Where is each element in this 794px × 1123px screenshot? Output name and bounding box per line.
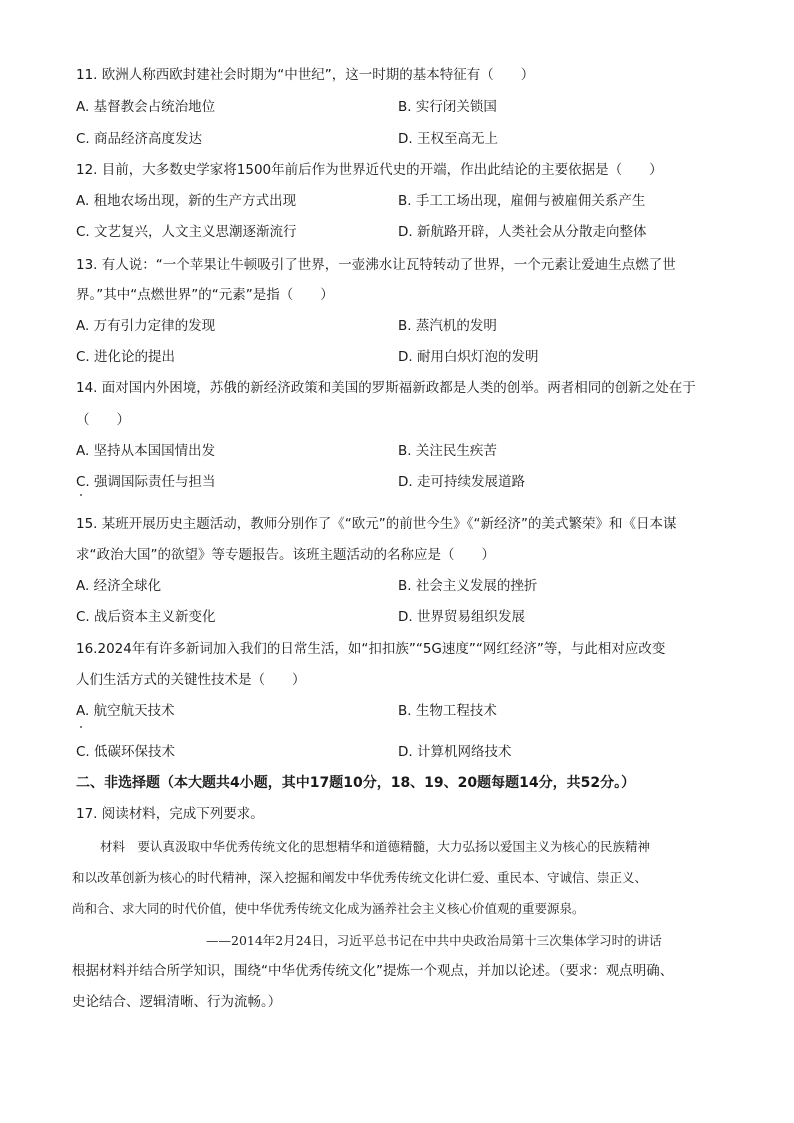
- option-d: D. 王权至高无上: [398, 131, 498, 147]
- option-d: D. 世界贸易组织发展: [398, 609, 525, 625]
- option-d: D. 走可持续发展道路: [398, 474, 525, 490]
- material-line-2: 和以改革创新为核心的时代精神，深入挖掘和阐发中华优秀传统文化讲仁爱、重民本、守诚信、崇正义、: [72, 870, 648, 885]
- option-a: A. 经济全球化: [76, 578, 162, 594]
- question-text: 16.: [76, 641, 98, 657]
- option-a: A. 万有引力定律的发现: [76, 318, 216, 334]
- question-16-stem: [76, 640, 665, 658]
- option-d: D. 耐用白炽灯泡的发明: [398, 349, 539, 365]
- question-13-stem: [76, 256, 676, 274]
- scan-speck: [80, 726, 82, 728]
- question-number: 12.: [76, 162, 98, 178]
- option-b: B. 关注民生疾苦: [398, 443, 497, 459]
- question-15-stem: [76, 515, 677, 533]
- material-line-3: 尚和合、求大同的时代价值，使中华优秀传统文化成为涵养社会主义核心价值观的重要源泉。: [72, 901, 585, 916]
- material-line-1: 材料 要认真汲取中华优秀传统文化的思想精华和道德精髓，大力弘扬以爱国主义为核心的民族精神: [100, 839, 651, 854]
- task-line-2: 史论结合、逻辑清晰、行为流畅。）: [72, 994, 282, 1010]
- question-text: 某班开展历史主题活动，教师分别作了《“欧元”的前世今生》《“新经济”的美式繁荣》和《日本谋: [101, 516, 677, 532]
- option-c: C. 文艺复兴，人文主义思潮逐渐流行: [76, 224, 297, 240]
- question-number: 11.: [76, 67, 98, 83]
- question-text: 欧洲人称西欧封建社会时期为“中世纪”，这一时期的基本特征有（ ）: [101, 67, 535, 83]
- option-c: C. 进化论的提出: [76, 349, 176, 365]
- option-a: A. 坚持从本国国情出发: [76, 443, 216, 459]
- question-text-body: 2024年有许多新词加入我们的日常生活，如“扣扣族”“5G速度”“网红经济”等，与此相对应改变: [97, 641, 666, 657]
- option-a: A. 航空航天技术: [76, 703, 175, 719]
- question-13-stem-cont: 界。”其中“点燃世界”的“元素”是指（ ）: [76, 287, 334, 303]
- material-source: ——2014年2月24日，习近平总书记在中共中央政治局第十三次集体学习时的讲话: [206, 933, 662, 948]
- question-text: 有人说：“一个苹果让牛顿吸引了世界，一壶沸水让瓦特转动了世界，一个元素让爱迪生点燃了世: [101, 257, 676, 273]
- option-b: B. 生物工程技术: [398, 703, 497, 719]
- option-b: B. 社会主义发展的挫折: [398, 578, 538, 594]
- question-14-stem: [76, 379, 696, 397]
- question-17-stem: 17. 阅读材料，完成下列要求。: [76, 806, 264, 822]
- option-b: B. 实行闭关锁国: [398, 99, 497, 115]
- option-c: C. 低碳环保技术: [76, 744, 176, 760]
- option-d: D. 计算机网络技术: [398, 744, 512, 760]
- question-number: 15.: [76, 516, 98, 532]
- question-number: 13.: [76, 257, 98, 273]
- option-b: B. 手工工场出现，雇佣与被雇佣关系产生: [398, 193, 646, 209]
- scan-speck: [80, 494, 82, 496]
- question-number: 14.: [76, 380, 98, 396]
- option-c: C. 强调国际责任与担当: [76, 474, 216, 490]
- question-11-stem: [76, 66, 534, 84]
- question-text: 目前，大多数史学家将1500年前后作为世界近代史的开端，作出此结论的主要依据是（ ）: [101, 162, 663, 178]
- question-14-stem-cont: （ ）: [76, 412, 130, 428]
- section-heading: 二、非选择题（本大题共4小题，其中17题10分，18、19、20题每题14分，共52分。）: [76, 775, 636, 791]
- task-line-1: 根据材料并结合所学知识，围绕“中华优秀传统文化”提炼一个观点，并加以论述。（要求：观点明确、: [72, 963, 674, 979]
- option-a: A. 基督教会占统治地位: [76, 99, 216, 115]
- option-c: C. 商品经济高度发达: [76, 131, 203, 147]
- option-b: B. 蒸汽机的发明: [398, 318, 497, 334]
- question-15-stem-cont: 求“政治大国”的欲望》等专题报告。该班主题活动的名称应是（ ）: [76, 547, 495, 563]
- question-text: 面对国内外困境，苏俄的新经济政策和美国的罗斯福新政都是人类的创举。两者相同的创新之处在于: [101, 380, 696, 396]
- option-d: D. 新航路开辟，人类社会从分散走向整体: [398, 224, 647, 240]
- option-c: C. 战后资本主义新变化: [76, 609, 216, 625]
- question-16-stem-cont: 人们生活方式的关键性技术是（ ）: [76, 672, 306, 688]
- option-a: A. 租地农场出现，新的生产方式出现: [76, 193, 297, 209]
- question-12-stem: [76, 161, 663, 179]
